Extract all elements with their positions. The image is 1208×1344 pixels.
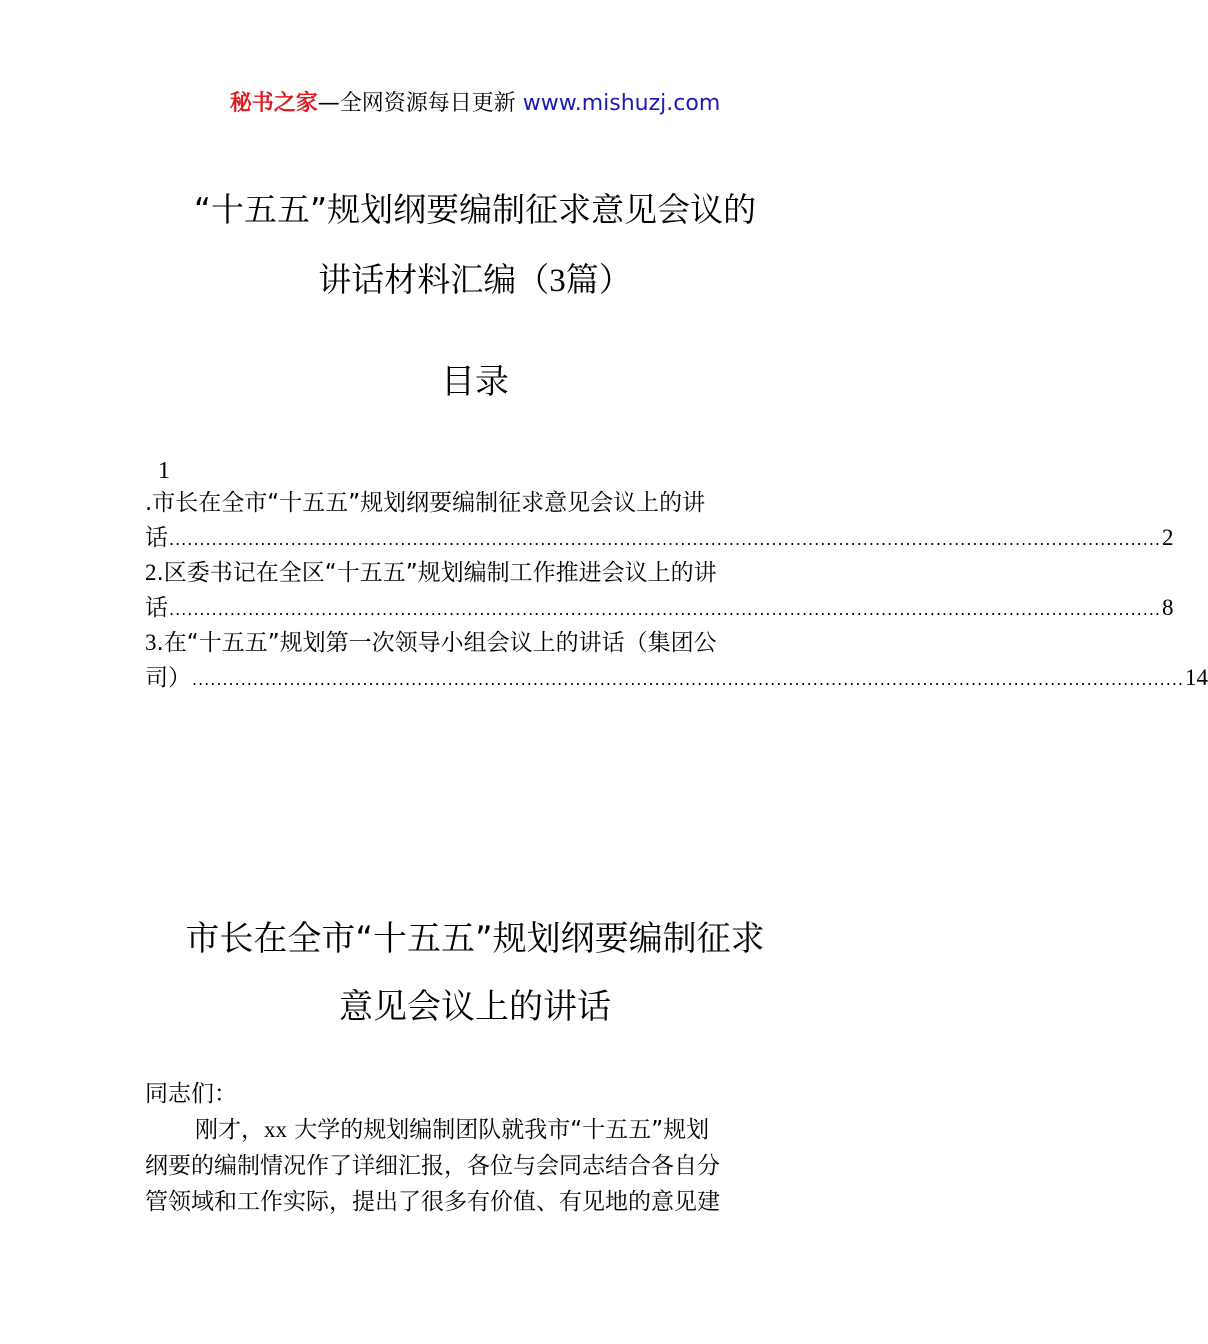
paragraph-1-line-3: 管领域和工作实际，提出了很多有价值、有见地的意见建 [145, 1189, 720, 1215]
paragraph-1-line-2: 纲要的编制情况作了详细汇报，各位与会同志结合各自分 [145, 1153, 720, 1179]
site-url-link[interactable]: www.mishuzj.com [522, 91, 721, 116]
document-title-line-1: “十五五”规划纲要编制征求意见会议的 [193, 190, 757, 229]
document-title-line-2 [0, 260, 950, 301]
paragraph-1-line-1 [195, 1114, 810, 1146]
toc-item-1-title-end: 话 [145, 525, 168, 551]
speech-title-line-2: 意见会议上的讲话 [339, 987, 611, 1027]
document-title-prefix: 讲话材料汇编（ [318, 260, 550, 299]
toc-item-1-title[interactable]: .市长在全市“十五五”规划纲要编制征求意见会议上的讲 [145, 490, 706, 516]
salutation: 同志们： [145, 1081, 237, 1107]
toc-heading: 目录 [441, 362, 509, 402]
toc-item-3-number: 3 [145, 630, 157, 655]
toc-item-2-title[interactable] [145, 557, 805, 589]
toc-item-2-leader[interactable] [145, 592, 1174, 626]
toc-leader-dots: ................................................................................................................................................................... [169, 600, 1162, 619]
toc-leader-dots: ................................................................................................................................................................... [169, 530, 1162, 549]
toc-item-2-title-end: 话 [145, 595, 168, 621]
site-banner [0, 88, 950, 120]
toc-item-3-title-end: 司） [145, 665, 191, 691]
paragraph-1-text-b: 大学的规划编制团队就我市“十五五”规划 [287, 1117, 710, 1143]
toc-item-2-number: 2 [145, 560, 157, 585]
paragraph-1-placeholder: xx [264, 1117, 287, 1142]
toc-item-3-title-text: .在“十五五”规划第一次领导小组会议上的讲话（集团公 [156, 630, 717, 656]
toc-item-3-leader[interactable] [145, 662, 1208, 696]
brand-name: 秘书之家 [229, 91, 318, 116]
banner-tagline: —全网资源每日更新 [317, 91, 523, 116]
toc-item-3-title[interactable] [145, 627, 805, 659]
document-title-count: 3 [549, 263, 566, 299]
toc-leader-dots: ................................................................................................................................................................... [192, 670, 1185, 689]
toc-item-1-page: 2 [1162, 525, 1174, 550]
speech-title-line-1: 市长在全市“十五五”规划纲要编制征求 [185, 919, 765, 959]
toc-item-1-number: 1 [158, 458, 170, 484]
toc-item-3-page: 14 [1185, 665, 1208, 690]
toc-item-1-leader[interactable] [145, 522, 1174, 556]
document-title-suffix: 篇） [565, 260, 632, 299]
toc-item-2-page: 8 [1162, 595, 1174, 620]
paragraph-1-text-a: 刚才， [195, 1117, 264, 1143]
toc-item-2-title-text: .区委书记在全区“十五五”规划编制工作推进会议上的讲 [156, 560, 717, 586]
